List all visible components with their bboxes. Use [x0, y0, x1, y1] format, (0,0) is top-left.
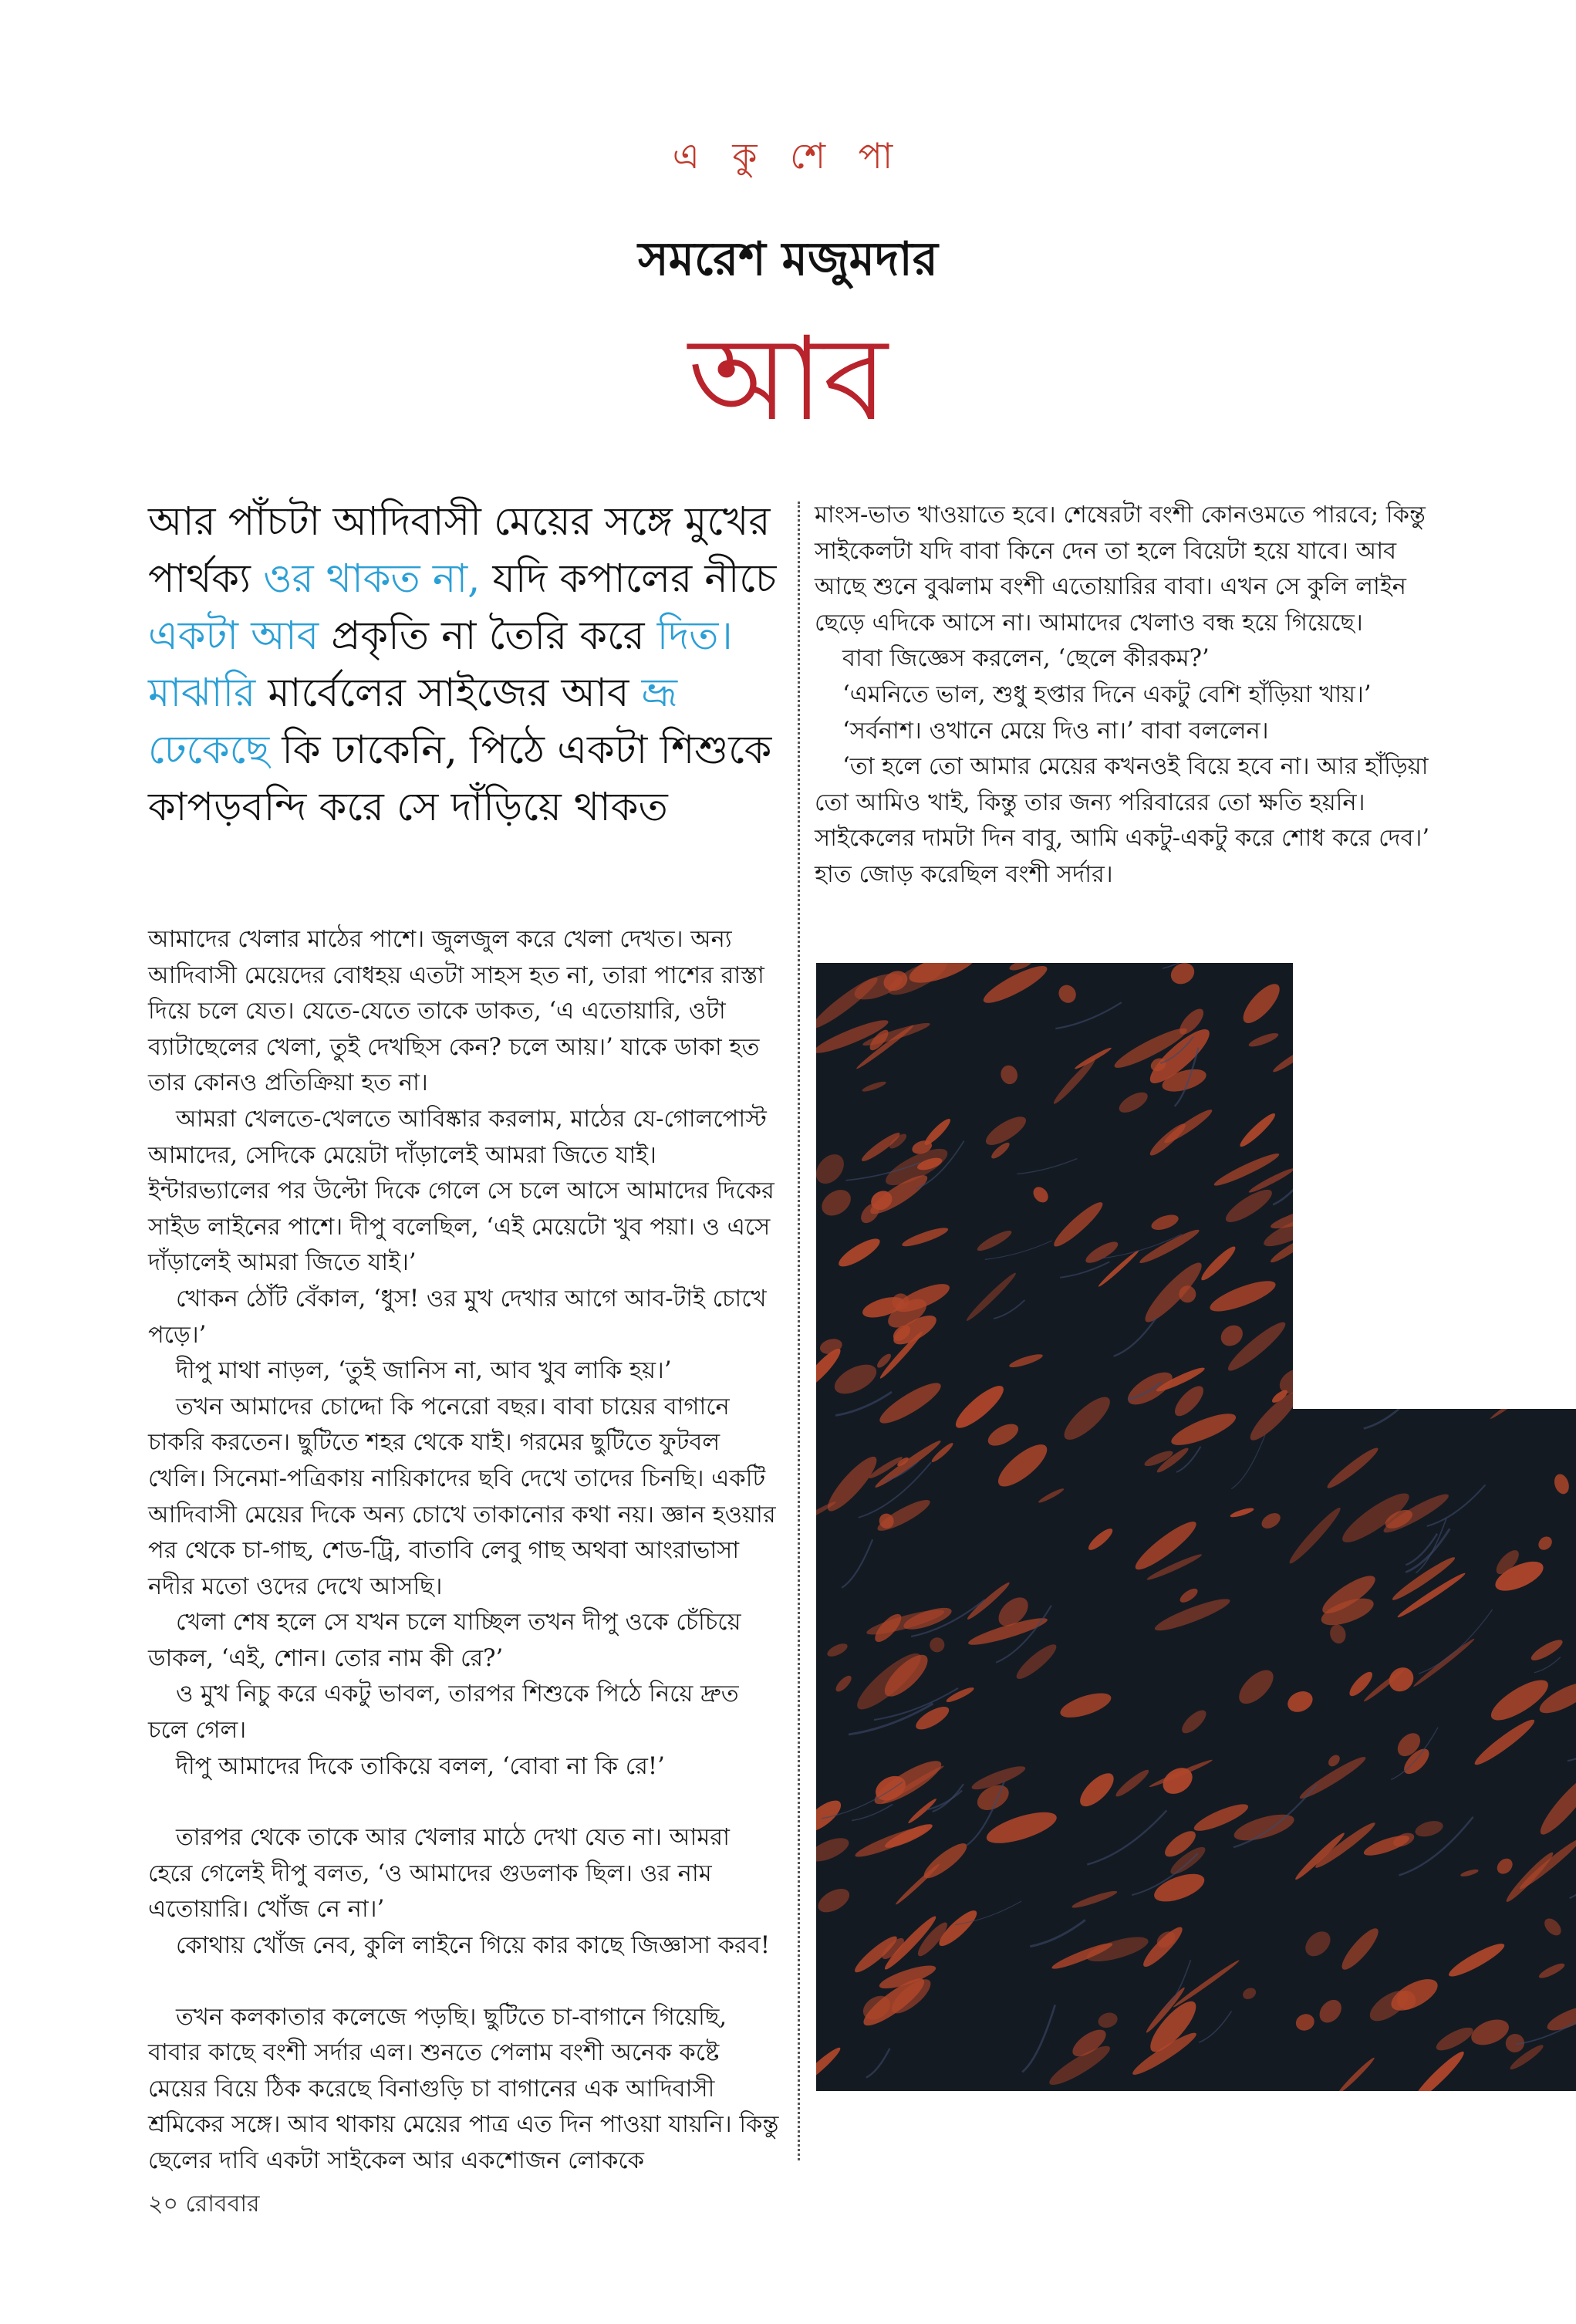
- artwork-brushstroke: [1385, 1248, 1441, 1306]
- artwork-brushstroke: [1546, 1157, 1568, 1170]
- artwork-brushstroke: [1310, 1263, 1343, 1295]
- artwork-brushstroke: [1400, 1026, 1416, 1039]
- pull-quote-highlight: একটা আব: [148, 613, 319, 659]
- artwork-brushstroke: [1520, 963, 1556, 976]
- pull-quote-text: প্রকৃতি না তৈরি করে: [319, 613, 657, 659]
- artwork-brushstroke: [1481, 1066, 1520, 1097]
- body-paragraph: বাবা জিজ্ঞেস করলেন, ‘ছেলে কীরকম?’: [842, 645, 1210, 673]
- artwork-brushstroke: [1449, 985, 1474, 1012]
- artwork-brushstroke: [1375, 1019, 1409, 1057]
- artwork-brushstroke: [1527, 1352, 1576, 1403]
- body-paragraph: ও মুখ নিচু করে একটু ভাবল, তারপর শিশুকে পিঠে নিয়ে দ্রুত চলে গেল।: [148, 1681, 739, 1745]
- story-title: আব: [688, 312, 888, 447]
- artwork-texture-line: [1470, 1372, 1544, 1390]
- column-divider: [798, 502, 800, 2160]
- body-paragraph: আমাদের খেলার মাঠের পাশে। জুলজুল করে খেলা দেখত। অন্য আদিবাসী মেয়েদের বোধহয় এতটা সাহস হত না, তারা পাশের রাস্তা দিয়ে চলে যেত। যেতে-যেতে তাকে ডাকত, ‘এ এতোয়ারি, ওটা ব্যাটাছেলের খেলা, তুই দেখছিস কেন? চলে আয়।’ যাকে ডাকা হত তার কোনও প্রতিক্রিয়া হত না।: [148, 926, 764, 1097]
- artwork-brushstroke: [1352, 1143, 1412, 1172]
- body-paragraph: তখন কলকাতার কলেজে পড়ছি। ছুটিতে চা-বাগানে গিয়েছি, বাবার কাছে বংশী সর্দার এল। শুনতে পেলাম বংশী অনেক কষ্টে মেয়ের বিয়ে ঠিক করেছে বিনাগুড়ি চা বাগানের এক আদিবাসী শ্রমিকের সঙ্গে। আব থাকায় মেয়ের পাত্র এত দিন পাওয়া যায়নি। কিন্তু ছেলের দাবি একটা সাইকেল আর একশোজন লোককে: [148, 2003, 779, 2174]
- artwork-texture-line: [1453, 1022, 1476, 1055]
- artwork-brushstroke: [1554, 1198, 1576, 1224]
- artwork-brushstroke: [1362, 1335, 1419, 1368]
- pull-quote-highlight: ওর থাকত না,: [263, 556, 481, 602]
- artwork-texture-line: [1401, 1267, 1467, 1327]
- author-name: সমরেশ মজুমদার: [638, 232, 938, 286]
- body-paragraph: আমরা খেলতে-খেলতে আবিষ্কার করলাম, মাঠের যে-গোলপোস্ট আমাদের, সেদিকে মেয়েটা দাঁড়ালেই আমরা জিতে যাই। ইন্টারভ্যালের পর উল্টো দিকে গেলে সে চলে আসে আমাদের দিকের সাইড লাইনের পাশে। দীপু বলেছিল, ‘এই মেয়েটো খুব পয়া। ও এসে দাঁড়ালেই আমরা জিতে যাই।’: [148, 1105, 775, 1277]
- artwork-brushstroke: [1374, 1181, 1415, 1215]
- artwork-texture-line: [1322, 1187, 1358, 1241]
- artwork-brushstroke: [1292, 1035, 1338, 1064]
- body-paragraph: দীপু আমাদের দিকে তাকিয়ে বলল, ‘বোবা না কি রে!’: [176, 1752, 665, 1780]
- artwork-brushstroke: [1541, 968, 1576, 1027]
- body-paragraph: ‘সর্বনাশ। ওখানে মেয়ে দিও না।’ বাবা বললেন।: [842, 717, 1269, 745]
- pull-quote-text: যদি কপালের নীচে: [480, 556, 777, 602]
- artwork-brushstroke: [1385, 1322, 1441, 1384]
- body-paragraph: ‘তা হলে তো আমার মেয়ের কখনওই বিয়ে হবে না। আর হাঁড়িয়া তো আমিও খাই, কিন্তু তার জন্য পরিবারের তো ক্ষতি হয়নি। সাইকেলের দামটা দিন বাবু, আমি একটু-একটু করে শোধ করে দেব।’ হাত জোড় করেছিল বংশী সর্দার।: [815, 753, 1430, 888]
- artwork-texture-line: [1422, 1272, 1455, 1289]
- body-paragraph: তারপর থেকে তাকে আর খেলার মাঠে দেখা যেত না। আমরা হেরে গেলেই দীপু বলত, ‘ও আমাদের গুডলাক ছিল। ওর নাম এতোয়ারি। খোঁজ নে না।’: [148, 1824, 730, 1924]
- artwork-brushstroke: [1428, 1153, 1466, 1176]
- body-paragraph: খোকন ঠোঁট বেঁকাল, ‘ধুস! ওর মুখ দেখার আগে আব-টাই চোখে পড়ে।’: [148, 1285, 767, 1349]
- artwork-brushstroke: [1382, 1345, 1410, 1373]
- section-kicker: এ কু শে পা: [672, 135, 904, 177]
- artwork-brushstroke: [1305, 1093, 1379, 1134]
- page-footer: ২০ রোববার: [148, 2191, 260, 2218]
- pull-quote-text: মার্বেলের সাইজের আব: [255, 671, 642, 716]
- pull-quote-text: আর পাঁচটা আদিবাসী মেয়ের সঙ্গে মুখের পার্থক্য: [148, 499, 771, 602]
- artwork-brushstroke: [1357, 1314, 1377, 1333]
- artwork-brushstroke: [1409, 1096, 1447, 1127]
- artwork-texture-line: [1506, 1350, 1552, 1369]
- artwork-brushstroke: [1425, 1169, 1449, 1194]
- artwork-brushstroke: [1469, 1155, 1544, 1217]
- artwork-brushstroke: [1316, 1139, 1345, 1167]
- body-paragraph: মাংস-ভাত খাওয়াতে হবে। শেষেরটা বংশী কোনওমতে পারবে; কিন্তু সাইকেলটা যদি বাবা কিনে দেন তা হলে বিয়েটা হয়ে যাবে। আব আছে শুনে বুঝলাম বংশী এতোয়ারির বাবা। এখন সে কুলি লাইন ছেড়ে এদিকে আসে না। আমাদের খেলাও বন্ধ হয়ে গিয়েছে।: [815, 502, 1426, 637]
- body-column-right: [815, 498, 1432, 893]
- paragraph-break: [148, 1785, 781, 1820]
- pull-quote-highlight: দিত। মাঝারি: [148, 613, 733, 716]
- artwork-brushstroke: [1411, 1101, 1438, 1127]
- artwork-brushstroke: [1484, 1066, 1539, 1124]
- body-paragraph: তখন আমাদের চোদ্দো কি পনেরো বছর। বাবা চায়ের বাগানে চাকরি করতেন। ছুটিতে শহর থেকে যাই। গরমের ছুটিতে ফুটবল খেলি। সিনেমা-পত্রিকায় নায়িকাদের ছবি দেখে তাদের চিনছি। একটি আদিবাসী মেয়ের দিকে অন্য চোখে তাকানোর কথা নয়। জ্ঞান হওয়ার পর থেকে চা-গাছ, শেড-ট্রি, বাতাবি লেবু গাছ অথবা আংরাভাসা নদীর মতো ওদের দেখে আসছি।: [148, 1393, 776, 1600]
- pull-quote: [148, 494, 781, 836]
- artwork-brushstroke: [1478, 1337, 1505, 1366]
- body-paragraph: দীপু মাথা নাড়ল, ‘তুই জানিস না, আব খুব লাকি হয়।’: [176, 1357, 672, 1385]
- pull-quote-text: কি ঢাকেনি, পিঠে একটা শিশুকে কাপড়বন্দি করে সে দাঁড়িয়ে থাকত: [148, 728, 772, 830]
- artwork-brushstroke: [1403, 1332, 1440, 1364]
- artwork-brushstroke: [1500, 1282, 1574, 1329]
- artwork-texture-line: [1323, 968, 1391, 1005]
- body-paragraph: ‘এমনিতে ভাল, শুধু হপ্তার দিনে একটু বেশি হাঁড়িয়া খায়।’: [842, 681, 1372, 708]
- body-paragraph: খেলা শেষ হলে সে যখন চলে যাচ্ছিল তখন দীপু ওকে চেঁচিয়ে ডাকল, ‘এই, শোন। তোর নাম কী রে?’: [148, 1609, 741, 1672]
- artwork-texture-line: [1346, 1008, 1429, 1071]
- body-column-left: [148, 922, 781, 2180]
- artwork-brushstroke: [1311, 968, 1380, 1006]
- artwork-brushstroke: [1489, 1255, 1505, 1268]
- artwork-brushstroke: [1520, 1312, 1564, 1348]
- body-paragraph: কোথায় খোঁজ নেব, কুলি লাইনে গিয়ে কার কাছে জিজ্ঞাসা করব!: [176, 1932, 771, 1960]
- artwork-image: [816, 963, 1576, 2094]
- artwork-texture-line: [1312, 1197, 1362, 1240]
- artwork-brushstroke: [1531, 1117, 1572, 1162]
- artwork-brushstroke: [1524, 1034, 1576, 1079]
- artwork-brushstroke: [1372, 1164, 1449, 1222]
- pull-quote-highlight: ভ্রূ ঢেকেছে: [148, 671, 678, 773]
- artwork-brushstroke: [1291, 1072, 1317, 1096]
- artwork-texture-line: [1466, 1292, 1547, 1356]
- paragraph-break: [148, 1964, 781, 2000]
